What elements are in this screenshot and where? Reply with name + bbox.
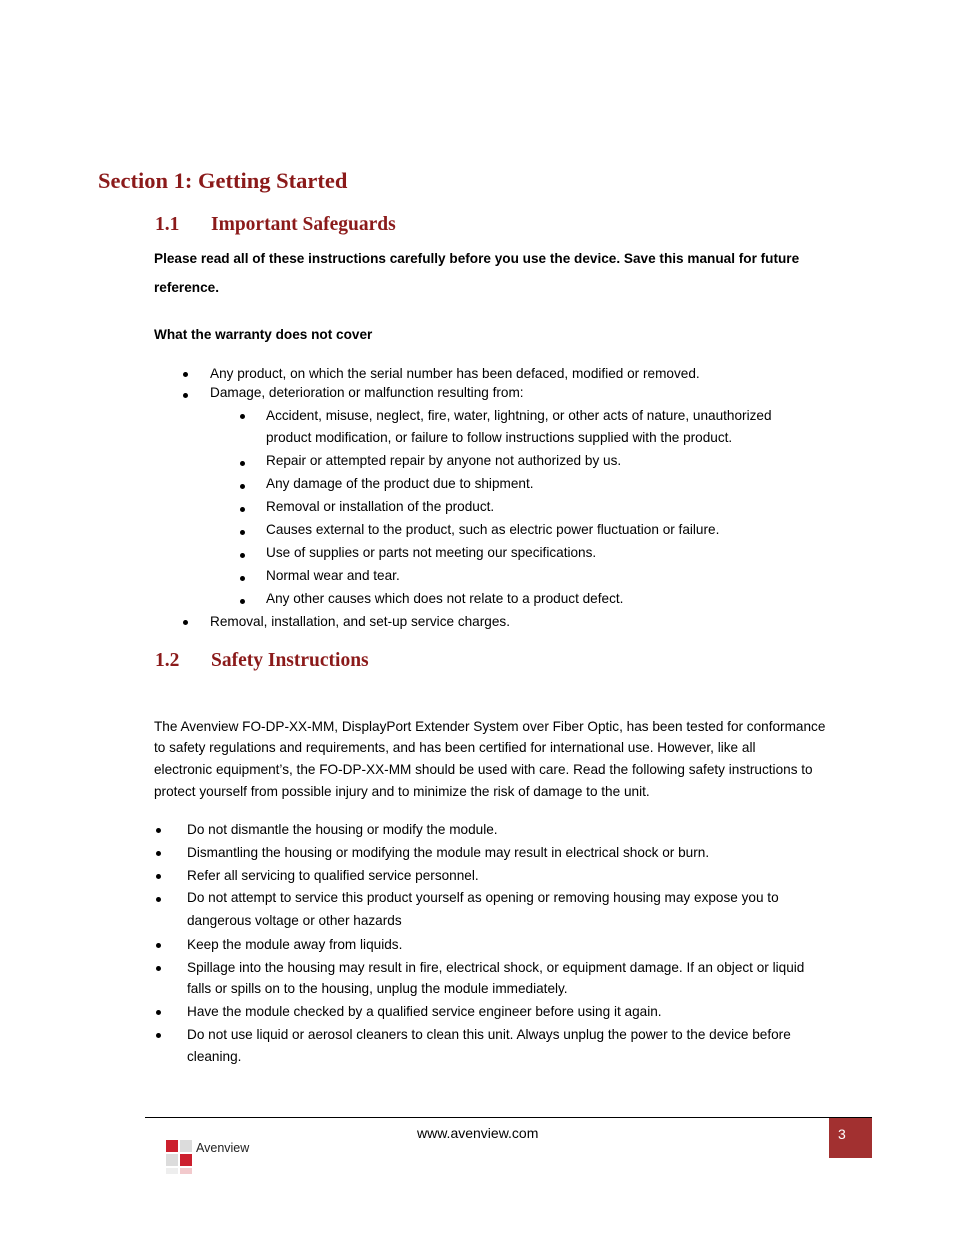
- warranty-sub-item: Repair or attempted repair by anyone not authorized by us.: [266, 453, 622, 468]
- bullet-dot: [156, 828, 161, 833]
- logo-square-icon: [166, 1154, 178, 1166]
- logo-text: Avenview: [196, 1141, 250, 1155]
- warranty-sub-item: Accident, misuse, neglect, fire, water, lightning, or other acts of nature, unauthorized: [266, 408, 772, 423]
- bullet-dot: [240, 461, 245, 466]
- safety-item: Do not use liquid or aerosol cleaners to clean this unit. Always unplug the power to the device before: [187, 1027, 791, 1042]
- bullet-dot: [156, 1010, 161, 1015]
- safety-item: Spillage into the housing may result in fire, electrical shock, or equipment damage. If an object or liquid: [187, 960, 805, 975]
- subsection-heading-1-2: [155, 650, 555, 676]
- avenview-logo: [164, 1138, 264, 1180]
- warranty-sub-item: Use of supplies or parts not meeting our specifications.: [266, 545, 597, 560]
- page-number: 3: [838, 1126, 846, 1142]
- safety-item: Have the module checked by a qualified service engineer before using it again.: [187, 1004, 662, 1019]
- subsection-number: 1.2: [155, 650, 180, 671]
- logo-reflection-icon: [180, 1168, 192, 1174]
- warranty-sub-item: Normal wear and tear.: [266, 568, 400, 583]
- bullet-dot: [156, 966, 161, 971]
- safety-item: Dismantling the housing or modifying the module may result in electrical shock or burn.: [187, 845, 710, 860]
- logo-square-icon: [166, 1140, 178, 1152]
- logo-square-icon: [180, 1140, 192, 1152]
- bullet-dot: [183, 372, 188, 377]
- bullet-dot: [156, 1033, 161, 1038]
- warranty-sub-item: Any other causes which does not relate to a product defect.: [266, 591, 624, 606]
- bullet-dot: [183, 620, 188, 625]
- bullet-dot: [183, 393, 188, 398]
- intro-line-2: reference.: [154, 280, 219, 295]
- safety-item: Do not attempt to service this product yourself as opening or removing housing may expose you to: [187, 890, 779, 905]
- safety-paragraph-line: The Avenview FO-DP-XX-MM, DisplayPort Extender System over Fiber Optic, has been tested for conformance: [154, 719, 826, 734]
- bullet-dot: [240, 414, 245, 419]
- subsection-title: Important Safeguards: [211, 214, 396, 235]
- bullet-dot: [240, 553, 245, 558]
- safety-item-cont: falls or spills on to the housing, unplug the module immediately.: [187, 981, 568, 996]
- intro-line-1: Please read all of these instructions carefully before you use the device. Save this manual for future: [154, 251, 800, 266]
- logo-reflection-icon: [166, 1168, 178, 1174]
- safety-item-cont: cleaning.: [187, 1049, 242, 1064]
- warranty-sub-item: Causes external to the product, such as electric power fluctuation or failure.: [266, 522, 720, 537]
- section-title: Section 1: Getting Started: [98, 168, 348, 193]
- warranty-sub-item: Any damage of the product due to shipment.: [266, 476, 534, 491]
- safety-paragraph-line: to safety regulations and requirements, and has been certified for international use. However, like all: [154, 740, 756, 755]
- bullet-dot: [240, 484, 245, 489]
- warranty-sub-item: Removal or installation of the product.: [266, 499, 495, 514]
- warranty-item-serial: Any product, on which the serial number has been defaced, modified or removed.: [210, 366, 700, 381]
- subsection-heading-1-1: [155, 214, 555, 240]
- bullet-dot: [240, 507, 245, 512]
- bullet-dot: [240, 599, 245, 604]
- bullet-dot: [156, 897, 161, 902]
- bullet-dot: [156, 874, 161, 879]
- subsection-number: 1.1: [155, 214, 180, 235]
- subsection-title: Safety Instructions: [211, 650, 369, 671]
- page-number-box: [829, 1118, 872, 1158]
- bullet-dot: [240, 530, 245, 535]
- warranty-item-service-charges: Removal, installation, and set-up service charges.: [210, 614, 510, 629]
- safety-paragraph-line: electronic equipment’s, the FO-DP-XX-MM should be used with care. Read the following safety instructions to: [154, 762, 813, 777]
- safety-paragraph-line: protect yourself from possible injury and to minimize the risk of damage to the unit.: [154, 784, 650, 799]
- logo-square-icon: [180, 1154, 192, 1166]
- bullet-dot: [156, 851, 161, 856]
- safety-item-cont: dangerous voltage or other hazards: [187, 913, 402, 928]
- safety-item: Do not dismantle the housing or modify the module.: [187, 822, 498, 837]
- warranty-sub-item-cont: product modification, or failure to follow instructions supplied with the product.: [266, 430, 733, 445]
- warranty-heading: What the warranty does not cover: [154, 327, 373, 342]
- bullet-dot: [240, 576, 245, 581]
- footer-divider: [145, 1117, 872, 1118]
- bullet-dot: [156, 943, 161, 948]
- safety-item: Keep the module away from liquids.: [187, 937, 403, 952]
- safety-item: Refer all servicing to qualified service personnel.: [187, 868, 479, 883]
- warranty-item-damage: Damage, deterioration or malfunction resulting from:: [210, 385, 524, 400]
- footer-url[interactable]: www.avenview.com: [417, 1125, 539, 1141]
